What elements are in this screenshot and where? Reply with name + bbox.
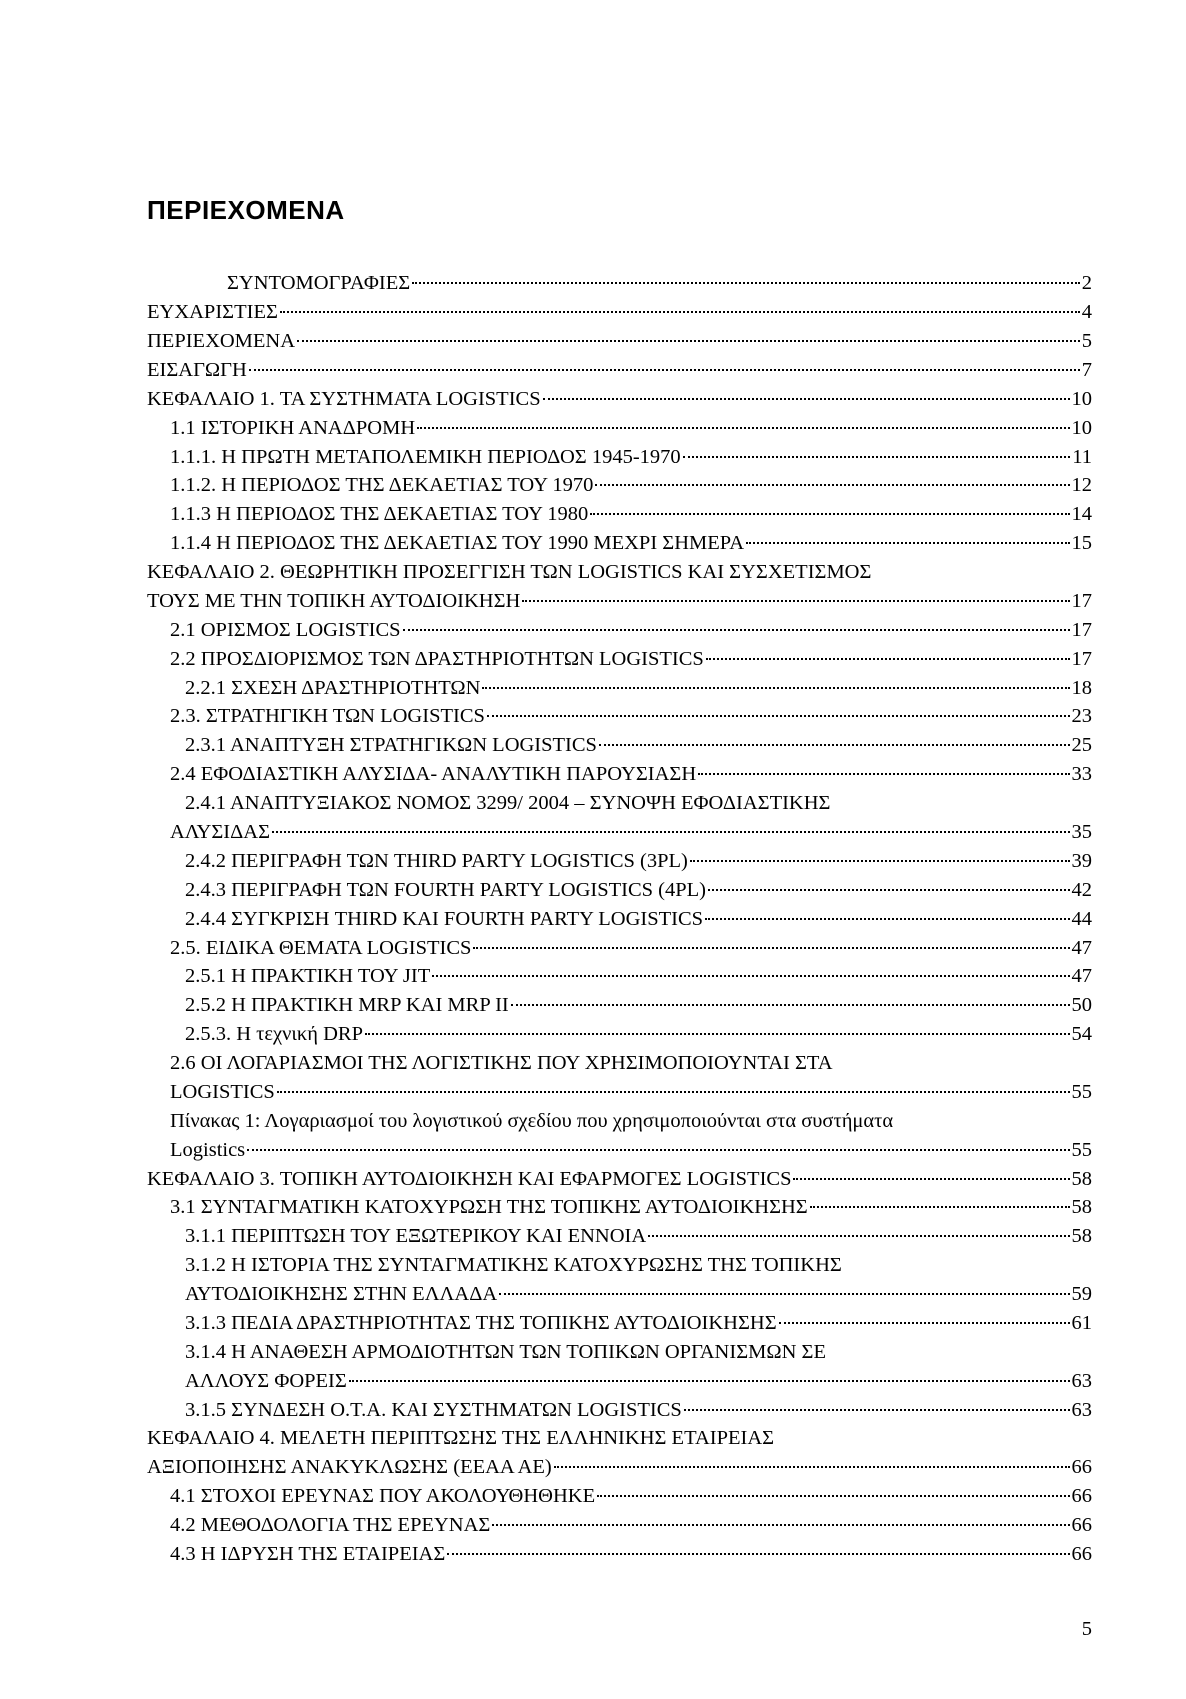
toc-entry-page: 47 [1071, 965, 1092, 987]
toc-entry-page: 54 [1071, 1023, 1092, 1045]
toc-dot-leader [684, 1409, 1070, 1411]
toc-entry-page: 58 [1071, 1168, 1092, 1190]
toc-entry-page: 63 [1071, 1370, 1092, 1392]
toc-entry-page: 63 [1071, 1399, 1092, 1421]
toc-entry-page: 17 [1071, 619, 1092, 641]
toc-entry [147, 386, 1092, 412]
toc-entry-title: 3.1.1 ΠΕΡΙΠΤΩΣΗ ΤΟΥ ΕΞΩΤΕΡΙΚΟΥ ΚΑΙ ΕΝΝΟΙΑ [185, 1225, 647, 1247]
toc-entry [185, 675, 1092, 701]
toc-entry-title: ΚΕΦΑΛΑΙΟ 1. ΤΑ ΣΥΣΤΗΜΑΤΑ LOGISTICS [147, 388, 541, 410]
toc-entry-title: 4.3 Η ΙΔΡΥΣΗ ΤΗΣ ΕΤΑΙΡΕΙΑΣ [170, 1543, 446, 1565]
toc-entry [227, 270, 1092, 296]
toc-dot-leader [247, 1149, 1069, 1151]
toc-entry [170, 935, 1092, 961]
toc-dot-leader [473, 947, 1069, 949]
toc-entry-page: 33 [1071, 763, 1092, 785]
toc-entry [147, 328, 1092, 354]
toc-entry [170, 1137, 1092, 1163]
toc-entry [170, 1512, 1092, 1538]
toc-entry-page: 4 [1081, 301, 1092, 323]
toc-dot-leader [365, 1033, 1070, 1035]
toc-entry [147, 588, 1092, 614]
toc-dot-leader [793, 1178, 1069, 1180]
toc-dot-leader [698, 773, 1069, 775]
toc-entry [170, 761, 1092, 787]
toc-entry-title: 1.1.3 Η ΠΕΡΙΟΔΟΣ ΤΗΣ ΔΕΚΑΕΤΙΑΣ ΤΟΥ 1980 [170, 503, 589, 525]
toc-entry-title: ΑΥΤΟΔΙΟΙΚΗΣΗΣ ΣΤΗΝ ΕΛΛΑΔΑ [185, 1283, 498, 1305]
toc-entry-page: 7 [1081, 359, 1092, 381]
toc-dot-leader [511, 1004, 1070, 1006]
toc-entry-page: 23 [1071, 705, 1092, 727]
toc-entry-title: ΕΙΣΑΓΩΓΗ [147, 359, 247, 381]
toc-entry [147, 299, 1092, 325]
toc-entry [170, 530, 1092, 556]
toc-entry [170, 472, 1092, 498]
toc-dot-leader [690, 860, 1070, 862]
toc-entry-title: 2.1 ΟΡΙΣΜΟΣ LOGISTICS [170, 619, 401, 641]
toc-dot-leader [272, 831, 1069, 833]
toc-entry [170, 646, 1092, 672]
toc-entry-title: 2.4.3 ΠΕΡΙΓΡΑΦΗ ΤΩΝ FOURTH PARTY LOGISTICS (4PL) [185, 879, 706, 901]
toc-entry-page: 2 [1081, 272, 1092, 294]
toc-entry [147, 1454, 1092, 1480]
toc-dot-leader [810, 1206, 1070, 1208]
toc-entry-title: 4.1 ΣΤΟΧΟΙ ΕΡΕΥΝΑΣ ΠΟΥ ΑΚΟΛΟΥΘΗΘΗΚΕ [170, 1485, 596, 1507]
toc-dot-leader [599, 744, 1070, 746]
toc-entry-title: 2.4.2 ΠΕΡΙΓΡΑΦΗ ΤΩΝ THIRD PARTY LOGISTICS (3PL) [185, 850, 688, 872]
toc-entry-title: 2.3. ΣΤΡΑΤΗΓΙΚΗ ΤΩΝ LOGISTICS [170, 705, 485, 727]
toc-dot-leader [708, 889, 1070, 891]
toc-entry-title: ΑΛΛΟΥΣ ΦΟΡΕΙΣ [185, 1370, 347, 1392]
toc-entry [170, 1541, 1092, 1567]
toc-entry-title: 2.4 ΕΦΟΔΙΑΣΤΙΚΗ ΑΛΥΣΙΔΑ- ΑΝΑΛΥΤΙΚΗ ΠΑΡΟΥΣΙΑΣΗ [170, 763, 697, 785]
toc-entry [147, 357, 1092, 383]
toc-entry-title: 3.1 ΣΥΝΤΑΓΜΑΤΙΚΗ ΚΑΤΟΧΥΡΩΣΗ ΤΗΣ ΤΟΠΙΚΗΣ ΑΥΤΟΔΙΟΙΚΗΣΗΣ [170, 1196, 808, 1218]
toc-entry [170, 444, 1092, 470]
toc-dot-leader [492, 1524, 1069, 1526]
toc-dot-leader [683, 456, 1071, 458]
toc-entry-title: 2.5. ΕΙΔΙΚΑ ΘΕΜΑΤΑ LOGISTICS [170, 937, 472, 959]
toc-entry-title: Πίνακας 1: Λογαριασμοί του λογιστικού σχεδίου που χρησιμοποιούνται στα συστήματα [170, 1110, 894, 1132]
toc-entry [170, 617, 1092, 643]
toc-entry-title: ΚΕΦΑΛΑΙΟ 3. ΤΟΠΙΚΗ ΑΥΤΟΔΙΟΙΚΗΣΗ ΚΑΙ ΕΦΑΡΜΟΓΕΣ LOGISTICS [147, 1168, 792, 1190]
toc-entry-title: ΠΕΡΙΕΧΟΜΕΝΑ [147, 330, 296, 352]
toc-entry-title: 2.5.1 Η ΠΡΑΚΤΙΚΗ ΤΟΥ JIT [185, 965, 431, 987]
toc-entry-page: 18 [1071, 677, 1092, 699]
toc-entry-page: 61 [1071, 1312, 1092, 1334]
toc-entry-title: ΤΟΥΣ ΜΕ ΤΗΝ ΤΟΠΙΚΗ ΑΥΤΟΔΙΟΙΚΗΣΗ [147, 590, 521, 612]
toc-dot-leader [249, 369, 1080, 371]
toc-entry-title: 1.1.2. Η ΠΕΡΙΟΔΟΣ ΤΗΣ ΔΕΚΑΕΤΙΑΣ ΤΟΥ 1970 [170, 474, 594, 496]
toc-entry-title: 3.1.5 ΣΥΝΔΕΣΗ Ο.Τ.Α. ΚΑΙ ΣΥΣΤΗΜΑΤΩΝ LOGISTICS [185, 1399, 682, 1421]
toc-entry-page: 25 [1071, 734, 1092, 756]
toc-dot-leader [417, 427, 1069, 429]
toc-entry [170, 1079, 1092, 1105]
toc-dot-leader [648, 1235, 1069, 1237]
toc-dot-leader [297, 340, 1080, 342]
toc-entry-page: 10 [1071, 388, 1092, 410]
toc-entry-title: 2.2 ΠΡΟΣΔΙΟΡΙΣΜΟΣ ΤΩΝ ΔΡΑΣΤΗΡΙΟΤΗΤΩΝ LOGISTICS [170, 648, 704, 670]
toc-entry-page: 58 [1071, 1225, 1092, 1247]
toc-entry-title: 4.2 ΜΕΘΟΔΟΛΟΓΙΑ ΤΗΣ ΕΡΕΥΝΑΣ [170, 1514, 491, 1536]
toc-entry-page: 42 [1071, 879, 1092, 901]
toc-entry [185, 1397, 1092, 1423]
toc-dot-leader [706, 658, 1070, 660]
toc-entry [147, 1166, 1092, 1192]
toc-entry [185, 1310, 1092, 1336]
toc-dot-leader [554, 1466, 1070, 1468]
toc-dot-leader [779, 1322, 1070, 1324]
toc-dot-leader [487, 715, 1070, 717]
toc-entry-title: 1.1 ΙΣΤΟΡΙΚΗ ΑΝΑΔΡΟΜΗ [170, 417, 416, 439]
toc-entry-title: 2.4.4 ΣΥΓΚΡΙΣΗ THIRD ΚΑΙ FOURTH PARTY LOGISTICS [185, 908, 704, 930]
toc-entry-title: 1.1.1. Η ΠΡΩΤΗ ΜΕΤΑΠΟΛΕΜΙΚΗ ΠΕΡΙΟΔΟΣ 1945-1970 [170, 446, 681, 468]
toc-entry-title: ΑΞΙΟΠΟΙΗΣΗΣ ΑΝΑΚΥΚΛΩΣΗΣ (ΕΕΑΑ ΑΕ) [147, 1456, 552, 1478]
toc-entry [185, 848, 1092, 874]
toc-entry-page: 50 [1071, 994, 1092, 1016]
toc-entry [170, 703, 1092, 729]
toc-entry-title: LOGISTICS [170, 1081, 275, 1103]
toc-dot-leader [277, 1091, 1070, 1093]
toc-entry-page: 11 [1072, 446, 1092, 468]
toc-entry [185, 877, 1092, 903]
toc-dot-leader [482, 687, 1069, 689]
toc-entry-title: ΕΥΧΑΡΙΣΤΙΕΣ [147, 301, 278, 323]
toc-dot-leader [280, 311, 1080, 313]
toc-entry [170, 501, 1092, 527]
toc-entry [170, 1483, 1092, 1509]
page-title: ΠΕΡΙΕΧΟΜΕΝΑ [147, 195, 345, 225]
toc-entry-page: 66 [1071, 1456, 1092, 1478]
toc-entry-page: 10 [1071, 417, 1092, 439]
toc-entry [185, 1021, 1092, 1047]
toc-dot-leader [597, 1495, 1069, 1497]
toc-entry [185, 992, 1092, 1018]
toc-entry-page: 44 [1071, 908, 1092, 930]
toc-entry [185, 1223, 1092, 1249]
toc-entry-title: 2.3.1 ΑΝΑΠΤΥΞΗ ΣΤΡΑΤΗΓΙΚΩΝ LOGISTICS [185, 734, 597, 756]
toc-entry [185, 1368, 1092, 1394]
toc-entry [185, 1281, 1092, 1307]
toc-entry-title: 3.1.2 Η ΙΣΤΟΡΙΑ ΤΗΣ ΣΥΝΤΑΓΜΑΤΙΚΗΣ ΚΑΤΟΧΥΡΩΣΗΣ ΤΗΣ ΤΟΠΙΚΗΣ [185, 1254, 842, 1276]
toc-entry [185, 732, 1092, 758]
toc-entry-page: 12 [1071, 474, 1092, 496]
toc-entry-page: 58 [1071, 1196, 1092, 1218]
toc-dot-leader [522, 600, 1069, 602]
toc-dot-leader [447, 1553, 1069, 1555]
toc-entry-page: 47 [1071, 937, 1092, 959]
toc-dot-leader [595, 484, 1069, 486]
toc-entry-title: 2.2.1 ΣΧΕΣΗ ΔΡΑΣΤΗΡΙΟΤΗΤΩΝ [185, 677, 481, 699]
toc-entry-page: 17 [1071, 648, 1092, 670]
toc-entry [170, 415, 1092, 441]
toc-dot-leader [590, 513, 1069, 515]
toc-entry-page: 66 [1071, 1543, 1092, 1565]
toc-entry-title: 2.4.1 ΑΝΑΠΤΥΞΙΑΚΟΣ ΝΟΜΟΣ 3299/ 2004 – ΣΥΝΟΨΗ ΕΦΟΔΙΑΣΤΙΚΗΣ [185, 792, 831, 814]
toc-entry-title: ΚΕΦΑΛΑΙΟ 4. ΜΕΛΕΤΗ ΠΕΡΙΠΤΩΣΗΣ ΤΗΣ ΕΛΛΗΝΙΚΗΣ ΕΤΑΙΡΕΙΑΣ [147, 1427, 775, 1449]
toc-entry-title: 3.1.3 ΠΕΔΙΑ ΔΡΑΣΤΗΡΙΟΤΗΤΑΣ ΤΗΣ ΤΟΠΙΚΗΣ ΑΥΤΟΔΙΟΙΚΗΣΗΣ [185, 1312, 777, 1334]
toc-entry [185, 963, 1092, 989]
toc-entry-title: ΣΥΝΤΟΜΟΓΡΑΦΙΕΣ [227, 272, 411, 294]
page-number: 5 [1081, 1618, 1092, 1640]
toc-entry-page: 66 [1071, 1514, 1092, 1536]
toc-entry-page: 35 [1071, 821, 1092, 843]
toc-entry-page: 66 [1071, 1485, 1092, 1507]
toc-entry-page: 55 [1071, 1081, 1092, 1103]
toc-dot-leader [403, 629, 1070, 631]
toc-dot-leader [746, 542, 1069, 544]
toc-dot-leader [499, 1293, 1069, 1295]
toc-entry-title: 2.5.3. Η τεχνική DRP [185, 1023, 363, 1045]
toc-entry [170, 819, 1092, 845]
toc-entry-page: 39 [1071, 850, 1092, 872]
toc-entry-title: 3.1.4 Η ΑΝΑΘΕΣΗ ΑΡΜΟΔΙΟΤΗΤΩΝ ΤΩΝ ΤΟΠΙΚΩΝ ΟΡΓΑΝΙΣΜΩΝ ΣΕ [185, 1341, 826, 1363]
toc-entry-page: 59 [1071, 1283, 1092, 1305]
toc-entry-title: 1.1.4 Η ΠΕΡΙΟΔΟΣ ΤΗΣ ΔΕΚΑΕΤΙΑΣ ΤΟΥ 1990 ΜΕΧΡΙ ΣΗΜΕΡΑ [170, 532, 745, 554]
toc-entry-title: ΑΛΥΣΙΔΑΣ [170, 821, 271, 843]
toc-dot-leader [349, 1380, 1070, 1382]
toc-dot-leader [543, 398, 1070, 400]
toc-entry-page: 14 [1071, 503, 1092, 525]
toc-entry-page: 15 [1071, 532, 1092, 554]
toc-entry [185, 906, 1092, 932]
toc-entry-title: Logistics [170, 1139, 246, 1161]
toc-entry [170, 1194, 1092, 1220]
toc-entry-page: 17 [1071, 590, 1092, 612]
toc-entry-page: 5 [1081, 330, 1092, 352]
toc-entry-title: ΚΕΦΑΛΑΙΟ 2. ΘΕΩΡΗΤΙΚΗ ΠΡΟΣΕΓΓΙΣΗ ΤΩΝ LOGISTICS ΚΑΙ ΣΥΣΧΕΤΙΣΜΟΣ [147, 561, 872, 583]
toc-dot-leader [705, 918, 1069, 920]
toc-entry-title: 2.6 ΟΙ ΛΟΓΑΡΙΑΣΜΟΙ ΤΗΣ ΛΟΓΙΣΤΙΚΗΣ ΠΟΥ ΧΡΗΣΙΜΟΠΟΙΟΥΝΤΑΙ ΣΤΑ [170, 1052, 833, 1074]
toc-dot-leader [412, 282, 1080, 284]
toc-dot-leader [432, 975, 1069, 977]
toc-entry-page: 55 [1071, 1139, 1092, 1161]
toc-entry-title: 2.5.2 Η ΠΡΑΚΤΙΚΗ MRP ΚΑΙ MRP II [185, 994, 509, 1016]
